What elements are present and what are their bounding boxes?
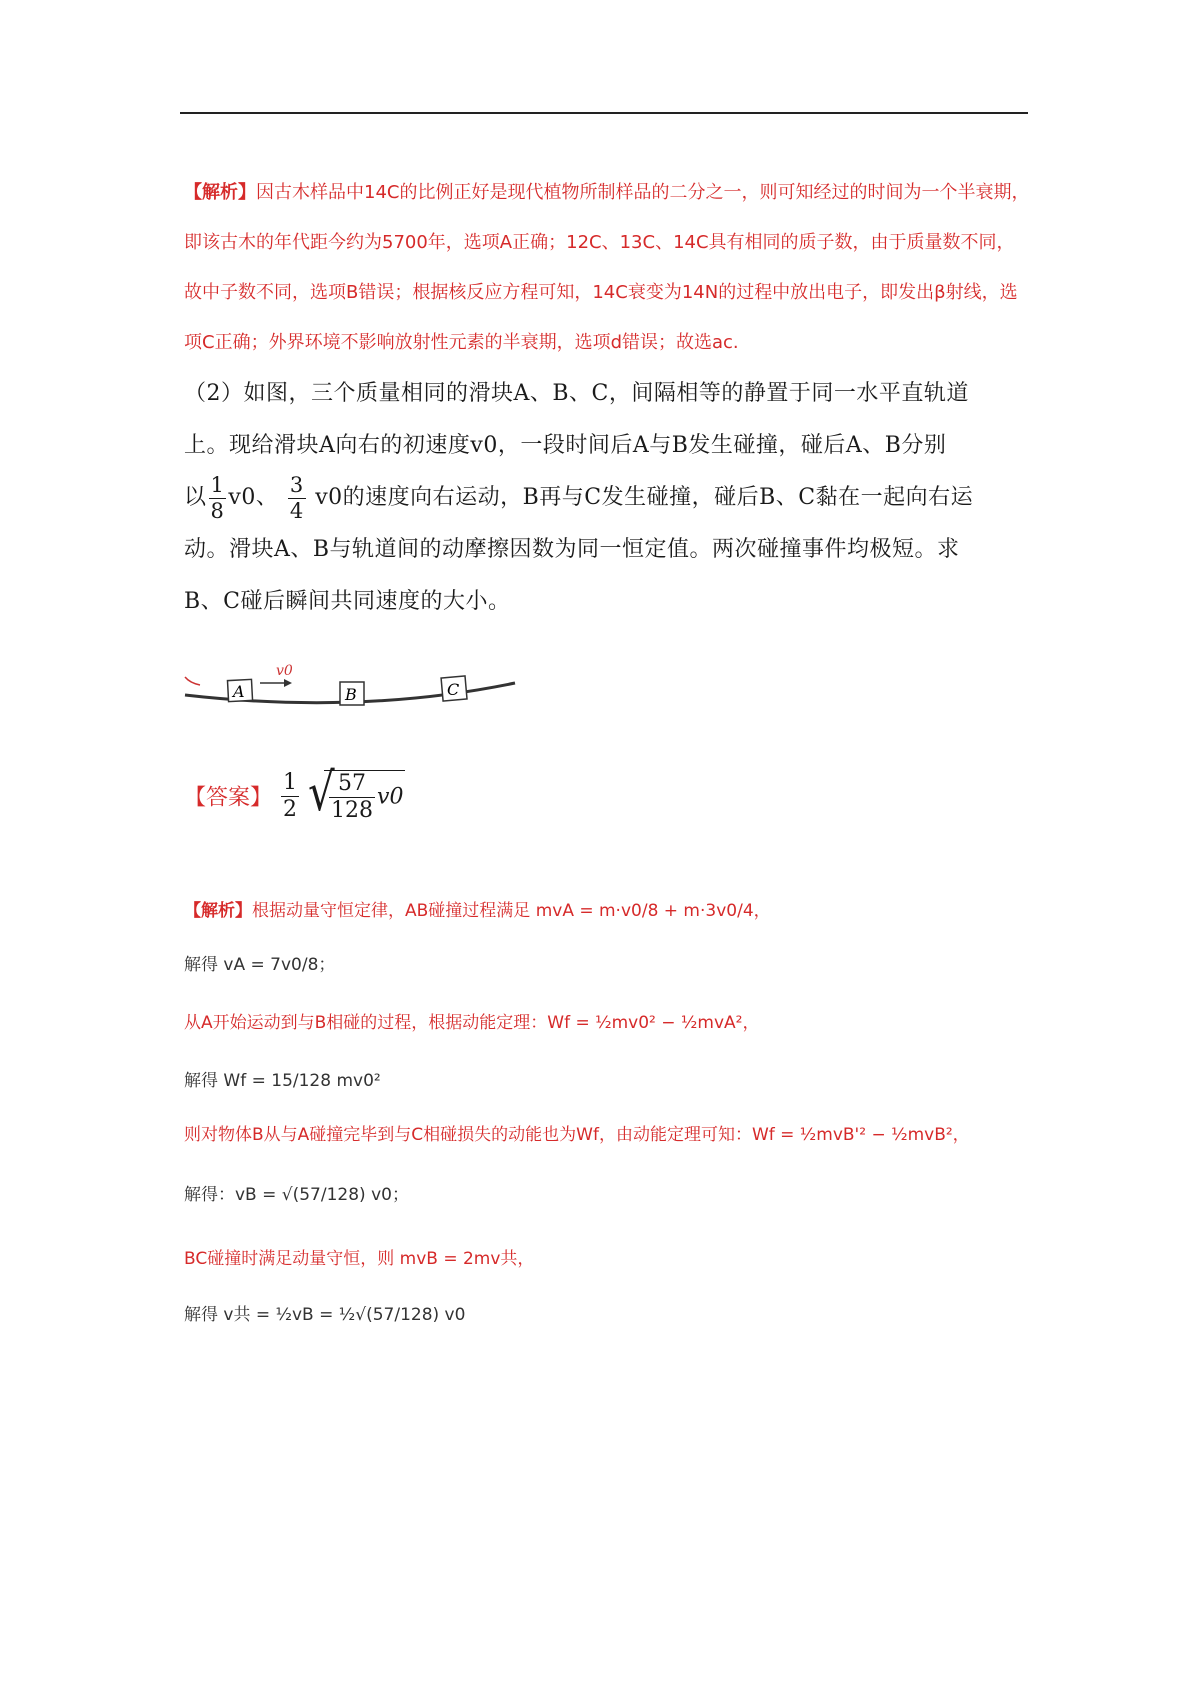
explanation-1-line-4: 项C正确；外界环境不影响放射性元素的半衰期，选项d错误；故选ac. (184, 332, 739, 353)
block-c-label: C (447, 680, 460, 699)
explanation-1-line-3: 故中子数不同，选项B错误；根据核反应方程可知，14C衰变为14N的过程中放出电子，即发出β射线，选 (184, 282, 1018, 303)
answer-tag: 【答案】 (184, 785, 273, 811)
explanation-1-line-2: 即该古木的年代距今约为5700年，选项A正确；12C、13C、14C具有相同的质子数，由于质量数不同， (184, 232, 1015, 253)
question-line-4: 动。滑块A、B与轨道间的动摩擦因数为同一恒定值。两次碰撞事件均极短。求 (184, 537, 960, 562)
explanation-1-line-1: 【解析】因古木样品中14C的比例正好是现代植物所制样品的二分之一，则可知经过的时间为一个半衰期， (184, 182, 1030, 203)
answer-block (184, 770, 405, 822)
block-a-label: A (233, 682, 245, 701)
explanation-2-line-1: 【解析】根据动量守恒定律，AB碰撞过程满足 mvA = m·v0/8 + m·3v0/4， (184, 901, 771, 921)
question-line-2: 上。现给滑块A向右的初速度v0，一段时间后A与B发生碰撞，碰后A、B分别 (184, 433, 947, 458)
question-line-5: B、C碰后瞬间共同速度的大小。 (184, 589, 511, 614)
explanation-2-line-5: 则对物体B从与A碰撞完毕到与C相碰损失的动能也为Wf，由动能定理可知：Wf = ½mvB'² − ½mvB²， (184, 1125, 970, 1145)
explanation-2-line-4: 解得 Wf = 15/128 mv0² (184, 1071, 381, 1091)
velocity-label: v0 (276, 663, 293, 679)
question-line-3: 以 $\frac{1}{8}$ v0、 $\frac{3}{4}$ v0的速度向右运动，B再与C发生碰撞，碰后B、C黏在一起向右运 (184, 472, 974, 523)
track-figure (180, 655, 520, 735)
explanation-2-line-6: 解得：vB = √(57/128) v0； (184, 1185, 409, 1205)
question-block (184, 368, 1034, 628)
track-edge-mark (185, 677, 200, 685)
answer-half: $\frac{1}{2}$ (283, 769, 298, 822)
answer-sqrt: √ $\frac{57}{128}$ v0 (308, 770, 405, 822)
fraction-three-quarters: $\frac{3}{4}$ (289, 472, 304, 523)
explanation-2-line-2: 解得 vA = 7v0/8； (184, 955, 336, 975)
explanation-2-line-7: BC碰撞时满足动量守恒，则 mvB = 2mv共， (184, 1249, 535, 1269)
explanation-block-1 (184, 168, 1030, 368)
header-rule (180, 112, 1028, 114)
arrowhead-icon (284, 679, 292, 687)
block-b-label: B (345, 685, 357, 704)
explanation-2-line-8: 解得 v共 = ½vB = ½√(57/128) v0 (184, 1305, 466, 1325)
question-line-1: （2）如图，三个质量相同的滑块A、B、C，间隔相等的静置于同一水平直轨道 (184, 381, 969, 406)
explanation-2-line-3: 从A开始运动到与B相碰的过程，根据动能定理：Wf = ½mv0² − ½mvA²， (184, 1013, 760, 1033)
fraction-one-eighth: $\frac{1}{8}$ (210, 472, 225, 523)
